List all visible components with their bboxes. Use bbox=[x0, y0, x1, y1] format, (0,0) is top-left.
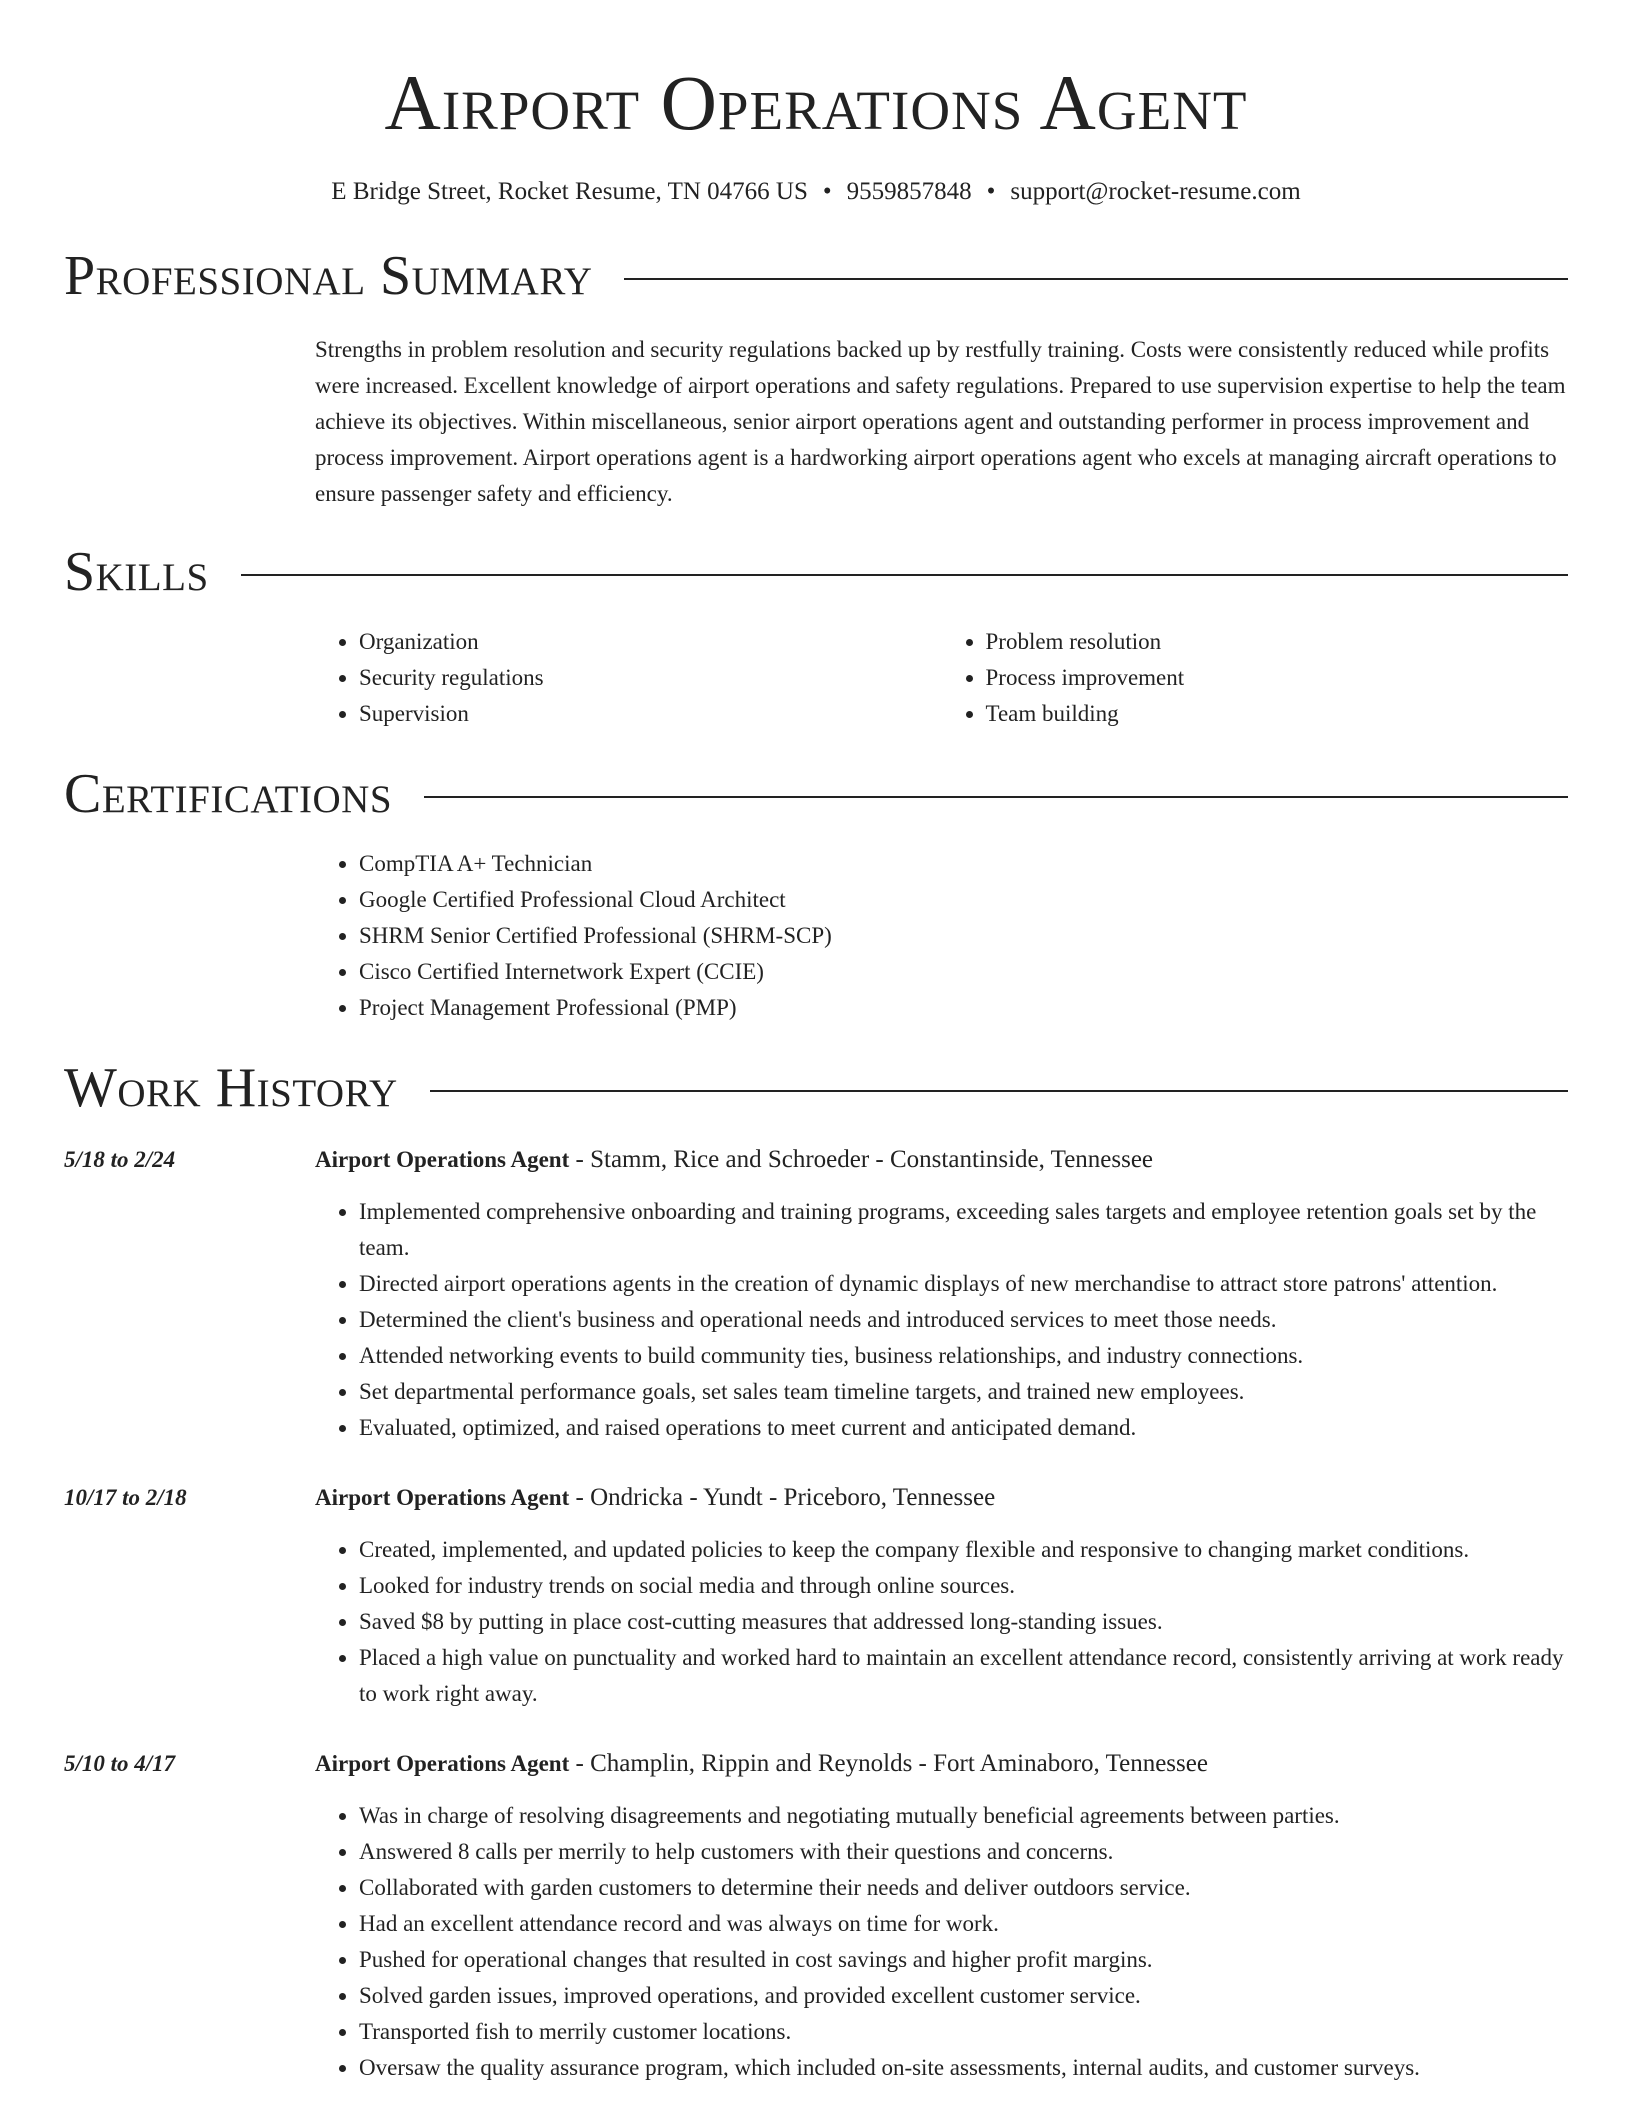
skill-item: • Problem resolution bbox=[986, 624, 1569, 660]
job-bullet: • Solved garden issues, improved operations, and provided excellent customer service. bbox=[359, 1978, 1568, 2014]
summary-section-header bbox=[64, 244, 1568, 308]
contact-phone: 9559857848 bbox=[846, 178, 972, 205]
skills-list bbox=[315, 624, 1568, 732]
job-bullet: • Transported fish to merrily customer locations. bbox=[359, 2014, 1568, 2050]
skill-item: • Team building bbox=[986, 696, 1569, 732]
certifications-list bbox=[315, 846, 1568, 1026]
contact-line bbox=[64, 176, 1568, 208]
job-title: Airport Operations Agent bbox=[315, 1147, 570, 1172]
job-bullet: • Collaborated with garden customers to determine their needs and deliver outdoors service. bbox=[359, 1870, 1568, 1906]
resume-name: Airport Operations Agent bbox=[384, 59, 1248, 146]
work-history-section-header bbox=[64, 1056, 1568, 1120]
job-bullet: • Answered 8 calls per merrily to help customers with their questions and concerns. bbox=[359, 1834, 1568, 1870]
skills-column-right bbox=[942, 624, 1569, 732]
job-employer: - Champlin, Rippin and Reynolds - Fort Aminaboro, Tennessee bbox=[569, 1750, 1208, 1777]
job-entry bbox=[64, 1480, 1568, 1712]
section-rule bbox=[241, 574, 1568, 576]
job-bullet: • Placed a high value on punctuality and worked hard to maintain an excellent attendance record, consistently arriving at work ready to work right away. bbox=[359, 1640, 1568, 1712]
job-bullets bbox=[315, 1798, 1568, 2086]
job-bullet: • Implemented comprehensive onboarding and training programs, exceeding sales targets and employee retention goals set by the team. bbox=[359, 1194, 1568, 1266]
job-employer: - Ondricka - Yundt - Priceboro, Tennessee bbox=[569, 1484, 996, 1511]
certification-item: • Project Management Professional (PMP) bbox=[359, 990, 1568, 1026]
skill-item: • Security regulations bbox=[359, 660, 942, 696]
skill-item: • Organization bbox=[359, 624, 942, 660]
work-history-heading: Work History bbox=[64, 1057, 398, 1119]
contact-address: E Bridge Street, Rocket Resume, TN 04766 US bbox=[331, 178, 808, 205]
job-bullet: • Determined the client's business and operational needs and introduced services to meet those needs. bbox=[359, 1302, 1568, 1338]
certification-item: • CompTIA A+ Technician bbox=[359, 846, 1568, 882]
skills-section-header bbox=[64, 540, 1568, 604]
certification-item: • SHRM Senior Certified Professional (SHRM-SCP) bbox=[359, 918, 1568, 954]
job-entry bbox=[64, 1746, 1568, 2086]
job-bullet: • Was in charge of resolving disagreements and negotiating mutually beneficial agreements between parties. bbox=[359, 1798, 1568, 1834]
job-bullet: • Directed airport operations agents in the creation of dynamic displays of new merchandise to attract store patrons' attention. bbox=[359, 1266, 1568, 1302]
job-bullet: • Set departmental performance goals, set sales team timeline targets, and trained new employees. bbox=[359, 1374, 1568, 1410]
job-bullets bbox=[315, 1532, 1568, 1712]
certification-item: • Google Certified Professional Cloud Architect bbox=[359, 882, 1568, 918]
skills-column-left bbox=[315, 624, 942, 732]
job-bullet: • Pushed for operational changes that resulted in cost savings and higher profit margins. bbox=[359, 1942, 1568, 1978]
summary-text: Strengths in problem resolution and security regulations backed up by restfully training. Costs were consistently reduced while profits were increased. Excellent knowledge of airport operations and safety regulations. Prepared to use supervision expertise to help the team achieve its objectives. Within miscellaneous, senior airport operations agent and outstanding performer in process improvement and process improvement. Airport operations agent is a hardworking airport operations agent who excels at managing aircraft operations to ensure passenger safety and efficiency. bbox=[315, 337, 1566, 506]
job-entry bbox=[64, 1142, 1568, 1446]
job-bullet: • Had an excellent attendance record and was always on time for work. bbox=[359, 1906, 1568, 1942]
job-employer: - Stamm, Rice and Schroeder - Constantinside, Tennessee bbox=[569, 1146, 1154, 1173]
job-bullet: • Saved $8 by putting in place cost-cutting measures that addressed long-standing issues. bbox=[359, 1604, 1568, 1640]
job-title-line bbox=[315, 1480, 1568, 1516]
skill-item: • Supervision bbox=[359, 696, 942, 732]
job-title-line bbox=[315, 1746, 1568, 1782]
job-bullets bbox=[315, 1194, 1568, 1446]
skill-item: • Process improvement bbox=[986, 660, 1569, 696]
job-title: Airport Operations Agent bbox=[315, 1485, 570, 1510]
certifications-heading: Certifications bbox=[64, 763, 393, 825]
section-rule bbox=[624, 278, 1568, 280]
job-details bbox=[315, 1142, 1568, 1446]
job-bullet: • Attended networking events to build community ties, business relationships, and industry connections. bbox=[359, 1338, 1568, 1374]
job-details bbox=[315, 1746, 1568, 2086]
certifications-section-header bbox=[64, 762, 1568, 826]
job-dates: 5/10 to 4/17 bbox=[64, 1751, 176, 1776]
job-bullet: • Created, implemented, and updated policies to keep the company flexible and responsive to changing market conditions. bbox=[359, 1532, 1568, 1568]
job-dates: 10/17 to 2/18 bbox=[64, 1485, 187, 1510]
job-bullet: • Oversaw the quality assurance program, which included on-site assessments, internal audits, and customer surveys. bbox=[359, 2050, 1568, 2086]
job-details bbox=[315, 1480, 1568, 1712]
job-dates: 5/18 to 2/24 bbox=[64, 1147, 176, 1172]
skills-heading: Skills bbox=[64, 541, 209, 603]
contact-separator: • bbox=[986, 178, 996, 205]
section-rule bbox=[424, 796, 1568, 798]
job-title-line bbox=[315, 1142, 1568, 1178]
job-bullet: • Looked for industry trends on social media and through online sources. bbox=[359, 1568, 1568, 1604]
job-bullet: • Evaluated, optimized, and raised operations to meet current and anticipated demand. bbox=[359, 1410, 1568, 1446]
job-title: Airport Operations Agent bbox=[315, 1751, 570, 1776]
contact-email: support@rocket-resume.com bbox=[1010, 178, 1301, 205]
certification-item: • Cisco Certified Internetwork Expert (CCIE) bbox=[359, 954, 1568, 990]
summary-heading: Professional Summary bbox=[64, 245, 593, 307]
section-rule bbox=[430, 1090, 1568, 1092]
contact-separator: • bbox=[822, 178, 832, 205]
